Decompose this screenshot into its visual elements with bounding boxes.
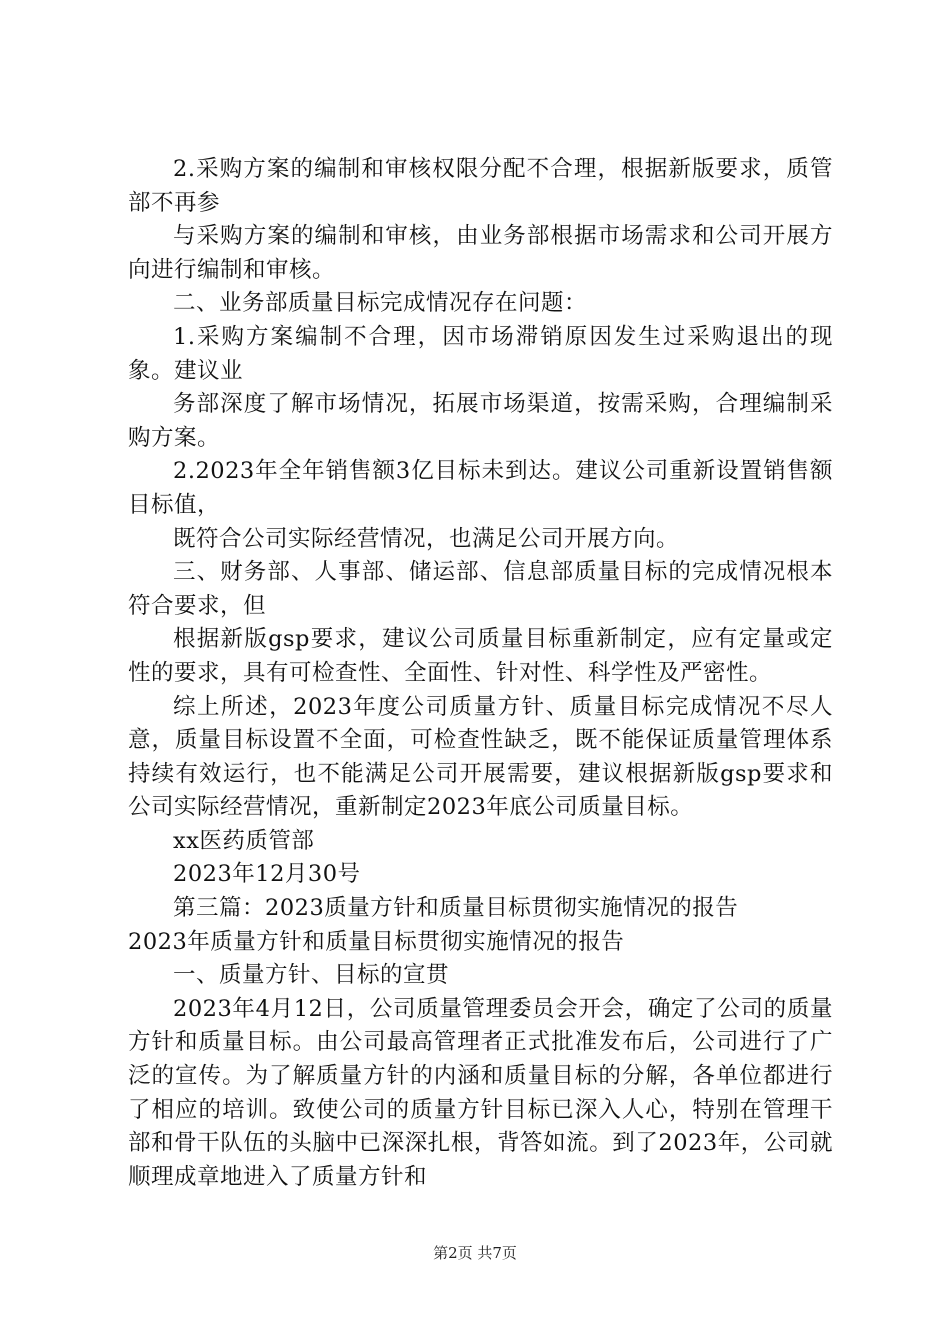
page-number-label: 第2页 共7页 — [433, 1244, 517, 1262]
signature-date: 2023年12月30号 — [173, 861, 361, 888]
paragraph-6: 2.2023年全年销售额3亿目标未到达。建议公司重新设置销售额目标值， — [128, 458, 833, 518]
signature-department: xx医药质管部 — [173, 827, 315, 854]
paragraph-2: 与采购方案的编制和审核，由业务部根据市场需求和公司开展方向进行编制和审核。 — [128, 223, 833, 283]
section-heading-2: 二、业务部质量目标完成情况存在问题： — [173, 290, 588, 317]
document-body — [128, 153, 833, 1194]
paragraph-4: 1.采购方案编制不合理，因市场滞销原因发生过采购退出的现象。建议业 — [128, 323, 833, 384]
report-title: 2023年质量方针和质量目标贯彻实施情况的报告 — [128, 928, 625, 955]
section-heading-3: 三、财务部、人事部、储运部、信息部质量目标的完成情况根本符合要求，但 — [128, 559, 833, 619]
paragraph-5: 务部深度了解市场情况，拓展市场渠道，按需采购，合理编制采购方案。 — [128, 391, 833, 451]
paragraph-7: 既符合公司实际经营情况，也满足公司开展方向。 — [173, 525, 680, 552]
paragraph-9: 根据新版gsp要求，建议公司质量目标重新制定，应有定量或定性的要求，具有可检查性、全面性、针对性、科学性及严密性。 — [128, 626, 833, 686]
summary-paragraph: 综上所述，2023年度公司质量方针、质量目标完成情况不尽人意，质量目标设置不全面，可检查性缺乏，既不能保证质量管理体系持续有效运行，也不能满足公司开展需要，建议根据新版gsp要求和公司实际经营情况，重新制定2023年底公司质量目标。 — [128, 693, 833, 821]
page-footer — [0, 1243, 950, 1263]
paragraph-16: 2023年4月12日，公司质量管理委员会开会，确定了公司的质量方针和质量目标。由公司最高管理者正式批准发布后，公司进行了广泛的宣传。为了解质量方针的内涵和质量目标的分解，各单位都进行了相应的培训。致使公司的质量方针目标已深入人心，特别在管理干部和骨干队伍的头脑中已深深扎根，背答如流。到了2023年，公司就顺理成章地进入了质量方针和 — [128, 995, 833, 1190]
section-heading-1: 一、质量方针、目标的宣贯 — [173, 962, 450, 989]
chapter-heading: 第三篇：2023质量方针和质量目标贯彻实施情况的报告 — [173, 895, 739, 922]
paragraph-1: 2.采购方案的编制和审核权限分配不合理，根据新版要求，质管部不再参 — [128, 156, 833, 216]
